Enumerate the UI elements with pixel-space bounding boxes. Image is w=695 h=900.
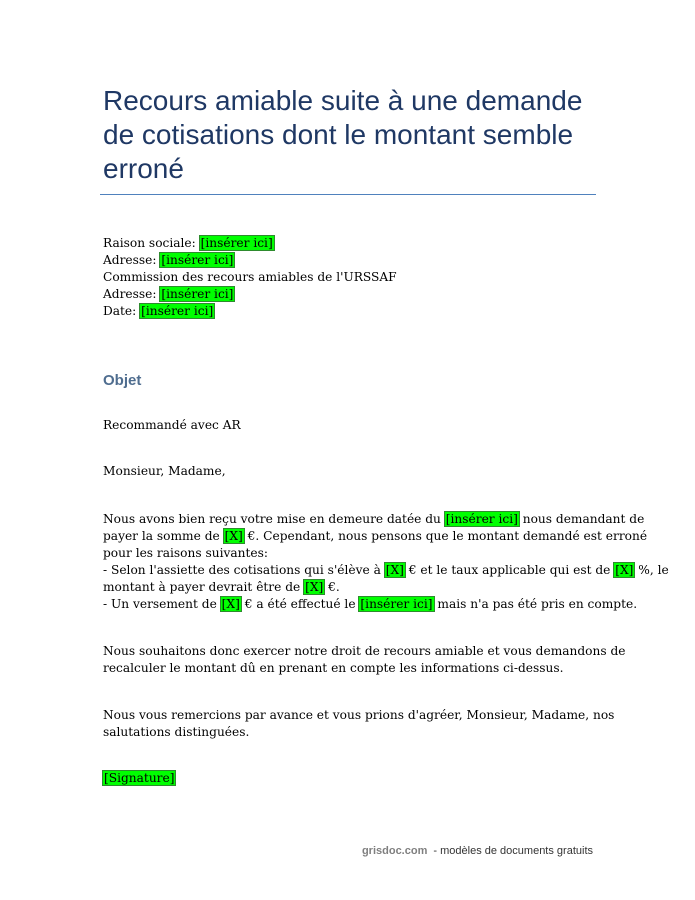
adresse-label: Adresse: [103,287,161,301]
text: - Un versement de [103,597,221,611]
text: € a été effectué le [240,597,360,611]
paragraph-line [103,511,645,528]
date-line [103,303,573,320]
paragraph-3 [103,707,615,741]
raison-sociale-label: Raison sociale: [103,236,200,250]
title-divider [100,194,596,195]
adresse-line-2 [103,286,573,303]
paragraph-line: recalculer le montant dû en prenant en compte les informations ci-dessus. [103,661,564,675]
text: nous demandant de [518,512,645,526]
paragraph-line: salutations distinguées. [103,725,250,739]
recommande-line: Recommandé avec AR [103,418,241,432]
text: - Selon l'assiette des cotisations qui s'élève à [103,563,385,577]
text: mais n'a pas été pris en compte. [433,597,638,611]
paragraph-line [103,562,669,579]
document-title: Recours amiable suite à une demande de cotisations dont le montant semble erroné [103,85,583,184]
paragraph-line [103,579,573,596]
salutation: Monsieur, Madame, [103,464,226,478]
text: €. Cependant, nous pensons que le montant demandé est erroné [243,529,648,543]
date-placeholder[interactable]: [insérer ici] [445,512,518,526]
assiette-placeholder[interactable]: [X] [385,563,404,577]
adresse-label: Adresse: [103,253,161,267]
signature-block [103,770,573,787]
objet-heading: Objet [103,372,142,389]
versement-placeholder[interactable]: [X] [221,597,240,611]
adresse-line-1 [103,252,573,269]
text: %, le [634,563,669,577]
adresse-placeholder[interactable]: [insérer ici] [161,287,234,301]
date-placeholder[interactable]: [insérer ici] [360,597,433,611]
text: Nous avons bien reçu votre mise en demeure datée du [103,512,445,526]
taux-placeholder[interactable]: [X] [615,563,634,577]
footer-brand-link[interactable]: grisdoc.com [361,845,428,857]
footer-text: - modèles de documents gratuits [430,845,593,857]
raison-sociale-line [103,235,573,252]
adresse-placeholder[interactable]: [insérer ici] [161,253,234,267]
text: € et le taux applicable qui est de [404,563,615,577]
footer [362,845,593,857]
paragraph-line [103,596,638,613]
text: montant à payer devrait être de [103,580,305,594]
text: €. [324,580,340,594]
paragraph-2 [103,643,626,677]
montant-placeholder[interactable]: [X] [305,580,324,594]
text: payer la somme de [103,529,224,543]
paragraph-1 [103,511,669,613]
raison-sociale-placeholder[interactable]: [insérer ici] [200,236,273,250]
signature-placeholder[interactable]: [Signature] [104,771,175,785]
paragraph-line: pour les raisons suivantes: [103,546,268,560]
paragraph-line: Nous souhaitons donc exercer notre droit de recours amiable et vous demandons de [103,644,626,658]
date-placeholder[interactable]: [insérer ici] [141,304,214,318]
paragraph-line [103,528,648,545]
date-label: Date: [103,304,141,318]
address-block [103,235,573,320]
paragraph-line: Nous vous remercions par avance et vous prions d'agréer, Monsieur, Madame, nos [103,708,615,722]
commission-line: Commission des recours amiables de l'URSSAF [103,270,397,284]
amount-placeholder[interactable]: [X] [224,529,243,543]
